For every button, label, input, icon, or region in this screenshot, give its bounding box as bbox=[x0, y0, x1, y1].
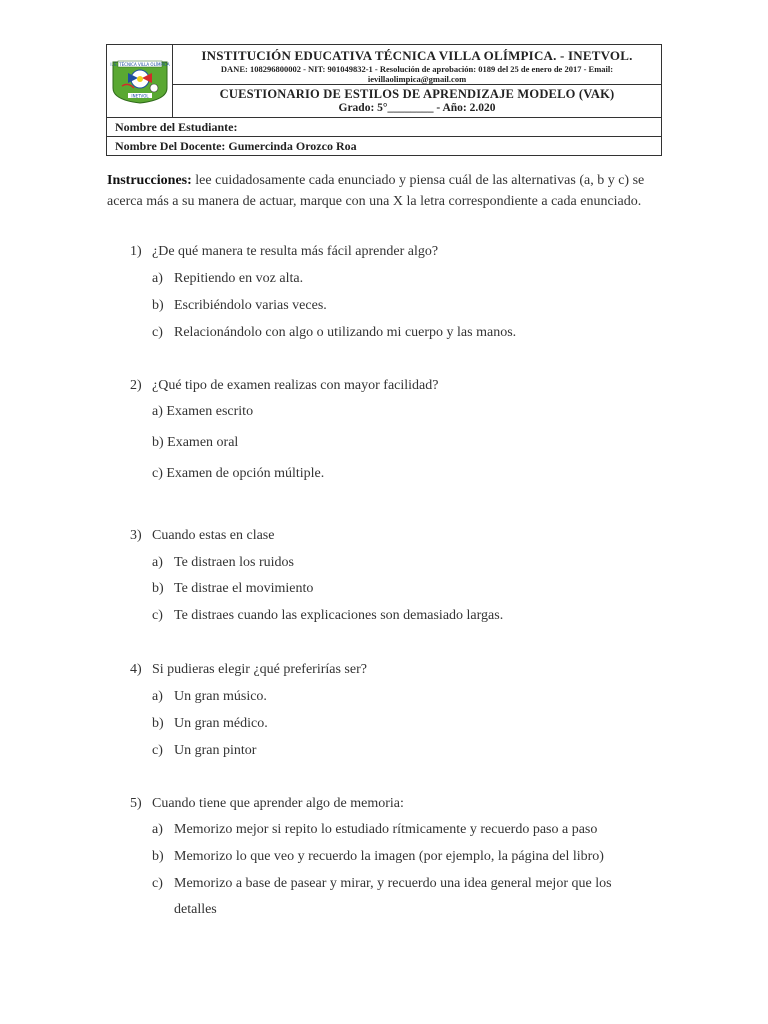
option-1b: b) Escribiéndolo varias veces. bbox=[152, 298, 327, 313]
option-5a: a) Memorizo mejor si repito lo estudiado rítmicamente y recuerdo paso a paso bbox=[152, 822, 598, 837]
option-2b: b) Examen oral bbox=[152, 435, 239, 450]
question-number: 2) bbox=[130, 378, 142, 393]
question-number: 4) bbox=[130, 662, 142, 677]
question-4 bbox=[130, 662, 367, 678]
svg-text:I. E. TÉCNICA VILLA OLÍMPICA: I. E. TÉCNICA VILLA OLÍMPICA bbox=[109, 62, 170, 67]
instructions-paragraph bbox=[107, 170, 657, 212]
question-text: ¿De qué manera te resulta más fácil aprender algo? bbox=[152, 244, 439, 259]
questionnaire-title: CUESTIONARIO DE ESTILOS DE APRENDIZAJE MODELO (VAK) bbox=[219, 87, 615, 101]
student-name-row: Nombre del Estudiante: bbox=[107, 117, 661, 137]
instructions-text: lee cuidadosamente cada enunciado y piensa cuál de las alternativas (a, b y c) se acerca más a su manera de actuar, marque con una X la letra correspondiente a cada enunciado. bbox=[107, 173, 645, 209]
grade-year-line: Grado: 5°________ - Año: 2.020 bbox=[338, 102, 496, 114]
question-text: ¿Qué tipo de examen realizas con mayor facilidad? bbox=[152, 378, 439, 393]
questionnaire-cell bbox=[173, 85, 661, 117]
option-5b: b) Memorizo lo que veo y recuerdo la imagen (por ejemplo, la página del libro) bbox=[152, 849, 604, 864]
option-4a: a) Un gran músico. bbox=[152, 689, 267, 704]
logo-cell bbox=[107, 45, 173, 117]
teacher-name-row: Nombre Del Docente: Gumercinda Orozco Roa bbox=[115, 139, 357, 153]
option-4b: b) Un gran médico. bbox=[152, 716, 268, 731]
option-1c: c) Relacionándolo con algo o utilizando mi cuerpo y las manos. bbox=[152, 325, 517, 340]
question-3 bbox=[130, 528, 274, 544]
institution-info: DANE: 108296800002 - NIT: 901049832-1 - Resolución de aprobación: 0189 del 25 de enero de 2017 - Email: ievillaolimpica@gmail.com bbox=[220, 64, 614, 84]
question-number: 5) bbox=[130, 796, 142, 811]
question-2 bbox=[130, 378, 438, 394]
header-table bbox=[106, 44, 662, 156]
svg-text:INETVOL: INETVOL bbox=[130, 93, 149, 99]
option-3c: c) Te distraes cuando las explicaciones son demasiado largas. bbox=[152, 608, 504, 623]
option-1a: a) Repitiendo en voz alta. bbox=[152, 271, 304, 286]
question-1 bbox=[130, 244, 438, 260]
option-5c: c) Memorizo a base de pasear y mirar, y recuerdo una idea general mejor que los detalles bbox=[152, 876, 612, 917]
option-4c: c) Un gran pintor bbox=[152, 743, 257, 758]
institution-name: INSTITUCIÓN EDUCATIVA TÉCNICA VILLA OLÍMPICA. - INETVOL. bbox=[201, 48, 633, 63]
school-logo-icon bbox=[110, 58, 170, 104]
option-2a: a) Examen escrito bbox=[152, 404, 254, 419]
option-3b: b) Te distrae el movimiento bbox=[152, 581, 314, 596]
question-text: Cuando estas en clase bbox=[152, 528, 275, 543]
question-number: 3) bbox=[130, 528, 142, 543]
question-number: 1) bbox=[130, 244, 142, 259]
instructions-label: Instrucciones: bbox=[107, 173, 192, 188]
option-3a: a) Te distraen los ruidos bbox=[152, 555, 294, 570]
question-text: Cuando tiene que aprender algo de memoria: bbox=[152, 796, 404, 811]
question-5 bbox=[130, 796, 404, 812]
option-2c: c) Examen de opción múltiple. bbox=[152, 466, 325, 481]
question-text: Si pudieras elegir ¿qué preferirías ser? bbox=[152, 662, 367, 677]
institution-cell bbox=[173, 45, 661, 85]
